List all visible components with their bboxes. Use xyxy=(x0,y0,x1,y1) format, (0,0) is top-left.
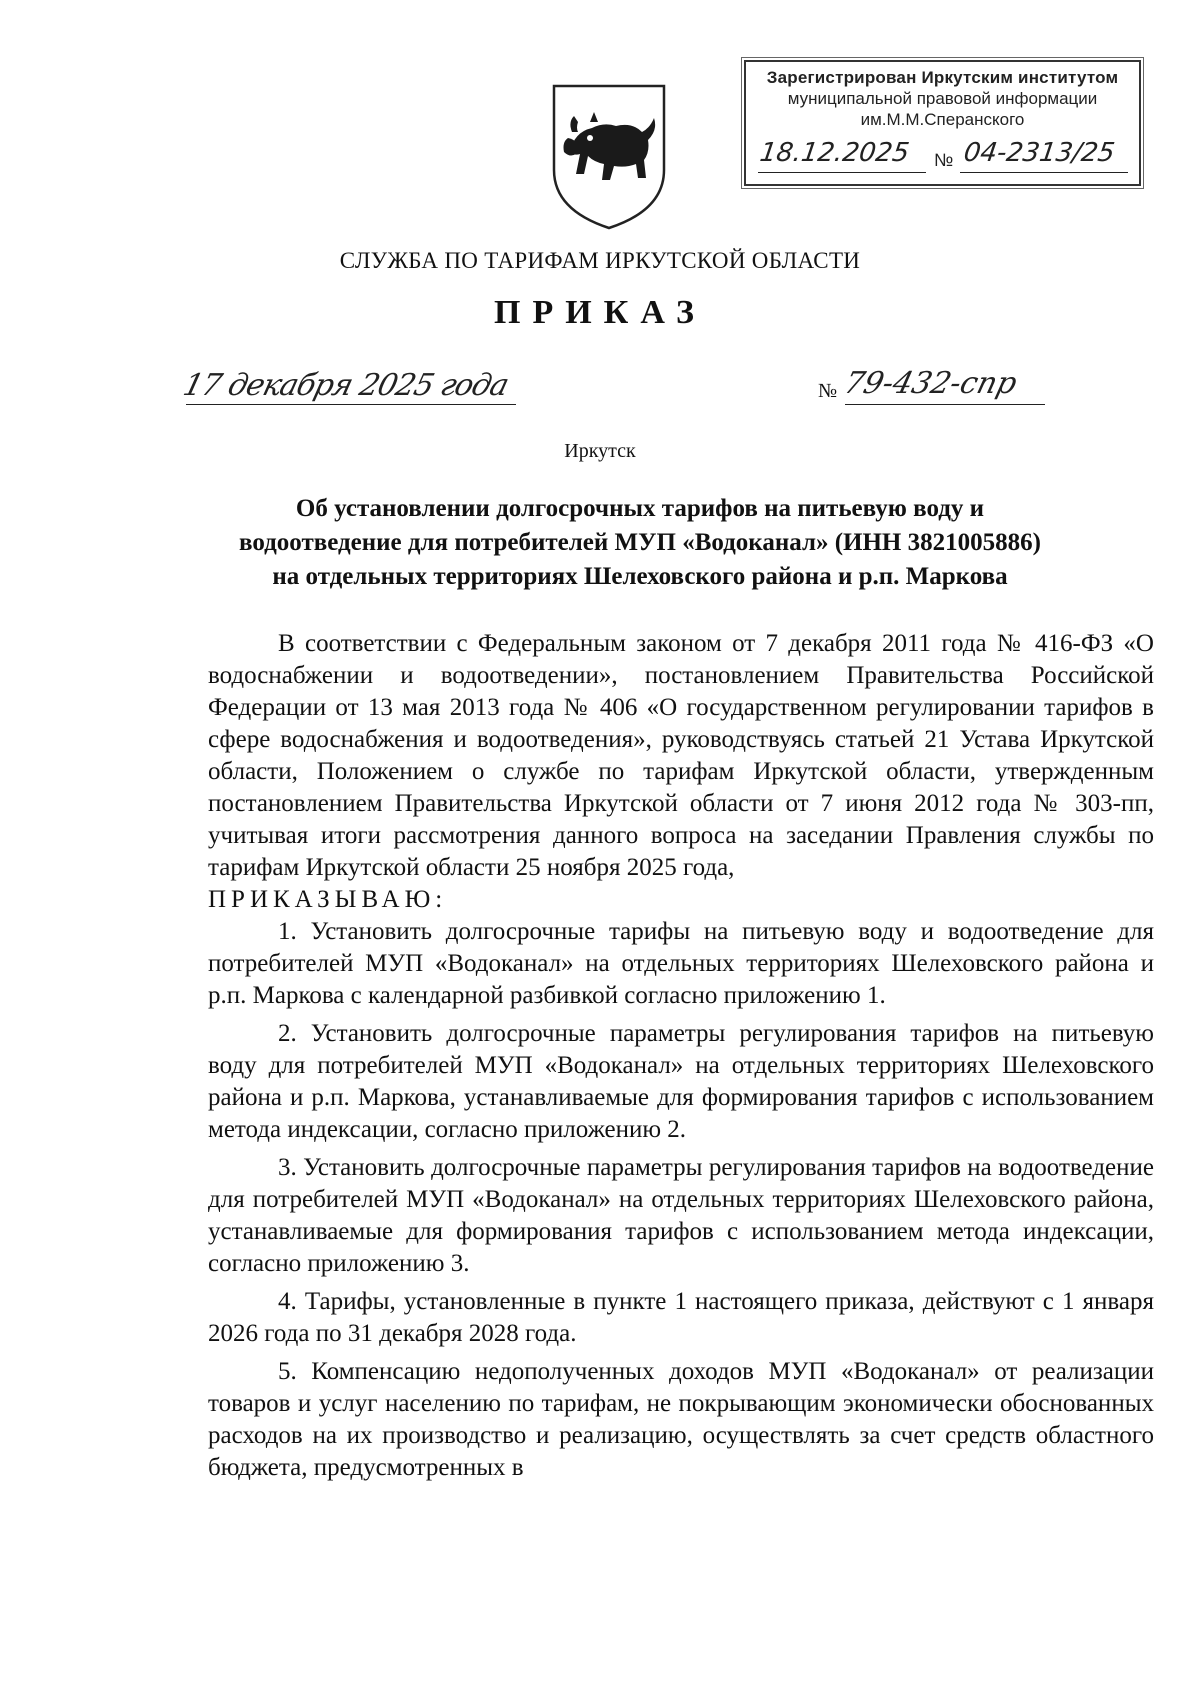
stamp-date: 18.12.2025 xyxy=(757,138,911,168)
order-number: 79-432-спр xyxy=(840,366,1021,401)
agency-name: СЛУЖБА ПО ТАРИФАМ ИРКУТСКОЙ ОБЛАСТИ xyxy=(339,248,861,273)
item-4-paragraph: 4. Тарифы, установленные в пункте 1 настоящего приказа, действуют с 1 января 2026 года по 31 декабря 2028 года. xyxy=(208,1288,1154,1347)
stamp-line-1: Зарегистрирован Иркутским институтом xyxy=(766,68,1119,87)
stamp-line-2: муниципальной правовой информации xyxy=(787,89,1098,108)
stamp-number-underline xyxy=(960,172,1128,173)
item-3-paragraph: 3. Установить долгосрочные параметры регулирования тарифов на водоотведение для потребителей МУП «Водоканал» на отдельных территориях Шелеховского района, устанавливаемые для формирования тарифов с использованием метода индексации, согласно приложению 3. xyxy=(208,1154,1154,1277)
document-type: ПРИКАЗ xyxy=(494,294,706,331)
stamp-date-underline xyxy=(758,172,926,173)
document-title xyxy=(190,492,1090,594)
stamp-number: 04-2313/25 xyxy=(961,138,1117,168)
order-number-sign: № xyxy=(818,380,838,402)
item-5-paragraph: 5. Компенсацию недополученных доходов МУП «Водоканал» от реализации товаров и услуг населению по тарифам, не покрывающим экономически обоснованных расходов на их производство и реализацию, осуществлять за счет средств областного бюджета, предусмотренных в xyxy=(208,1358,1154,1481)
title-line-3: на отдельных территориях Шелеховского района и р.п. Маркова xyxy=(272,563,1008,590)
coat-of-arms-icon xyxy=(550,82,668,232)
document-body xyxy=(208,628,1154,1484)
city: Иркутск xyxy=(564,440,636,462)
order-date: 17 декабря 2025 года xyxy=(179,368,512,403)
title-line-1: Об установлении долгосрочных тарифов на питьевую воду и xyxy=(295,495,985,522)
preamble-paragraph: В соответствии с Федеральным законом от 7 декабря 2011 года № 416-ФЗ «О водоснабжении и водоотведении», постановлением Правительства Российской Федерации от 13 мая 2013 года № 406 «О государственном регулировании тарифов в сфере водоснабжения и водоотведения», руководствуясь статьей 21 Устава Иркутской области, Положением о службе по тарифам Иркутской области, утвержденным постановлением Правительства Иркутской области от 7 июня 2012 года № 303-пп, учитывая итоги рассмотрения данного вопроса на заседании Правления службы по тарифам Иркутской области 25 ноября 2025 года, xyxy=(208,630,1154,881)
orders-word: ПРИКАЗЫВАЮ: xyxy=(208,886,448,913)
stamp-number-sign: № xyxy=(934,150,954,170)
order-date-underline xyxy=(186,404,516,405)
title-line-2: водоотведение для потребителей МУП «Водоканал» (ИНН 3821005886) xyxy=(239,529,1041,556)
registration-stamp xyxy=(744,60,1141,186)
item-2-paragraph: 2. Установить долгосрочные параметры регулирования тарифов на питьевую воду для потребителей МУП «Водоканал» на отдельных территориях Шелеховского района и р.п. Маркова, устанавливаемые для формирования тарифов с использованием метода индексации, согласно приложению 2. xyxy=(208,1020,1154,1143)
item-1-paragraph: 1. Установить долгосрочные тарифы на питьевую воду и водоотведение для потребителей МУП «Водоканал» на отдельных территориях Шелеховского района и р.п. Маркова с календарной разбивкой согласно приложению 1. xyxy=(208,918,1154,1009)
order-number-underline xyxy=(845,404,1045,405)
stamp-line-3: им.М.М.Сперанского xyxy=(860,110,1025,129)
